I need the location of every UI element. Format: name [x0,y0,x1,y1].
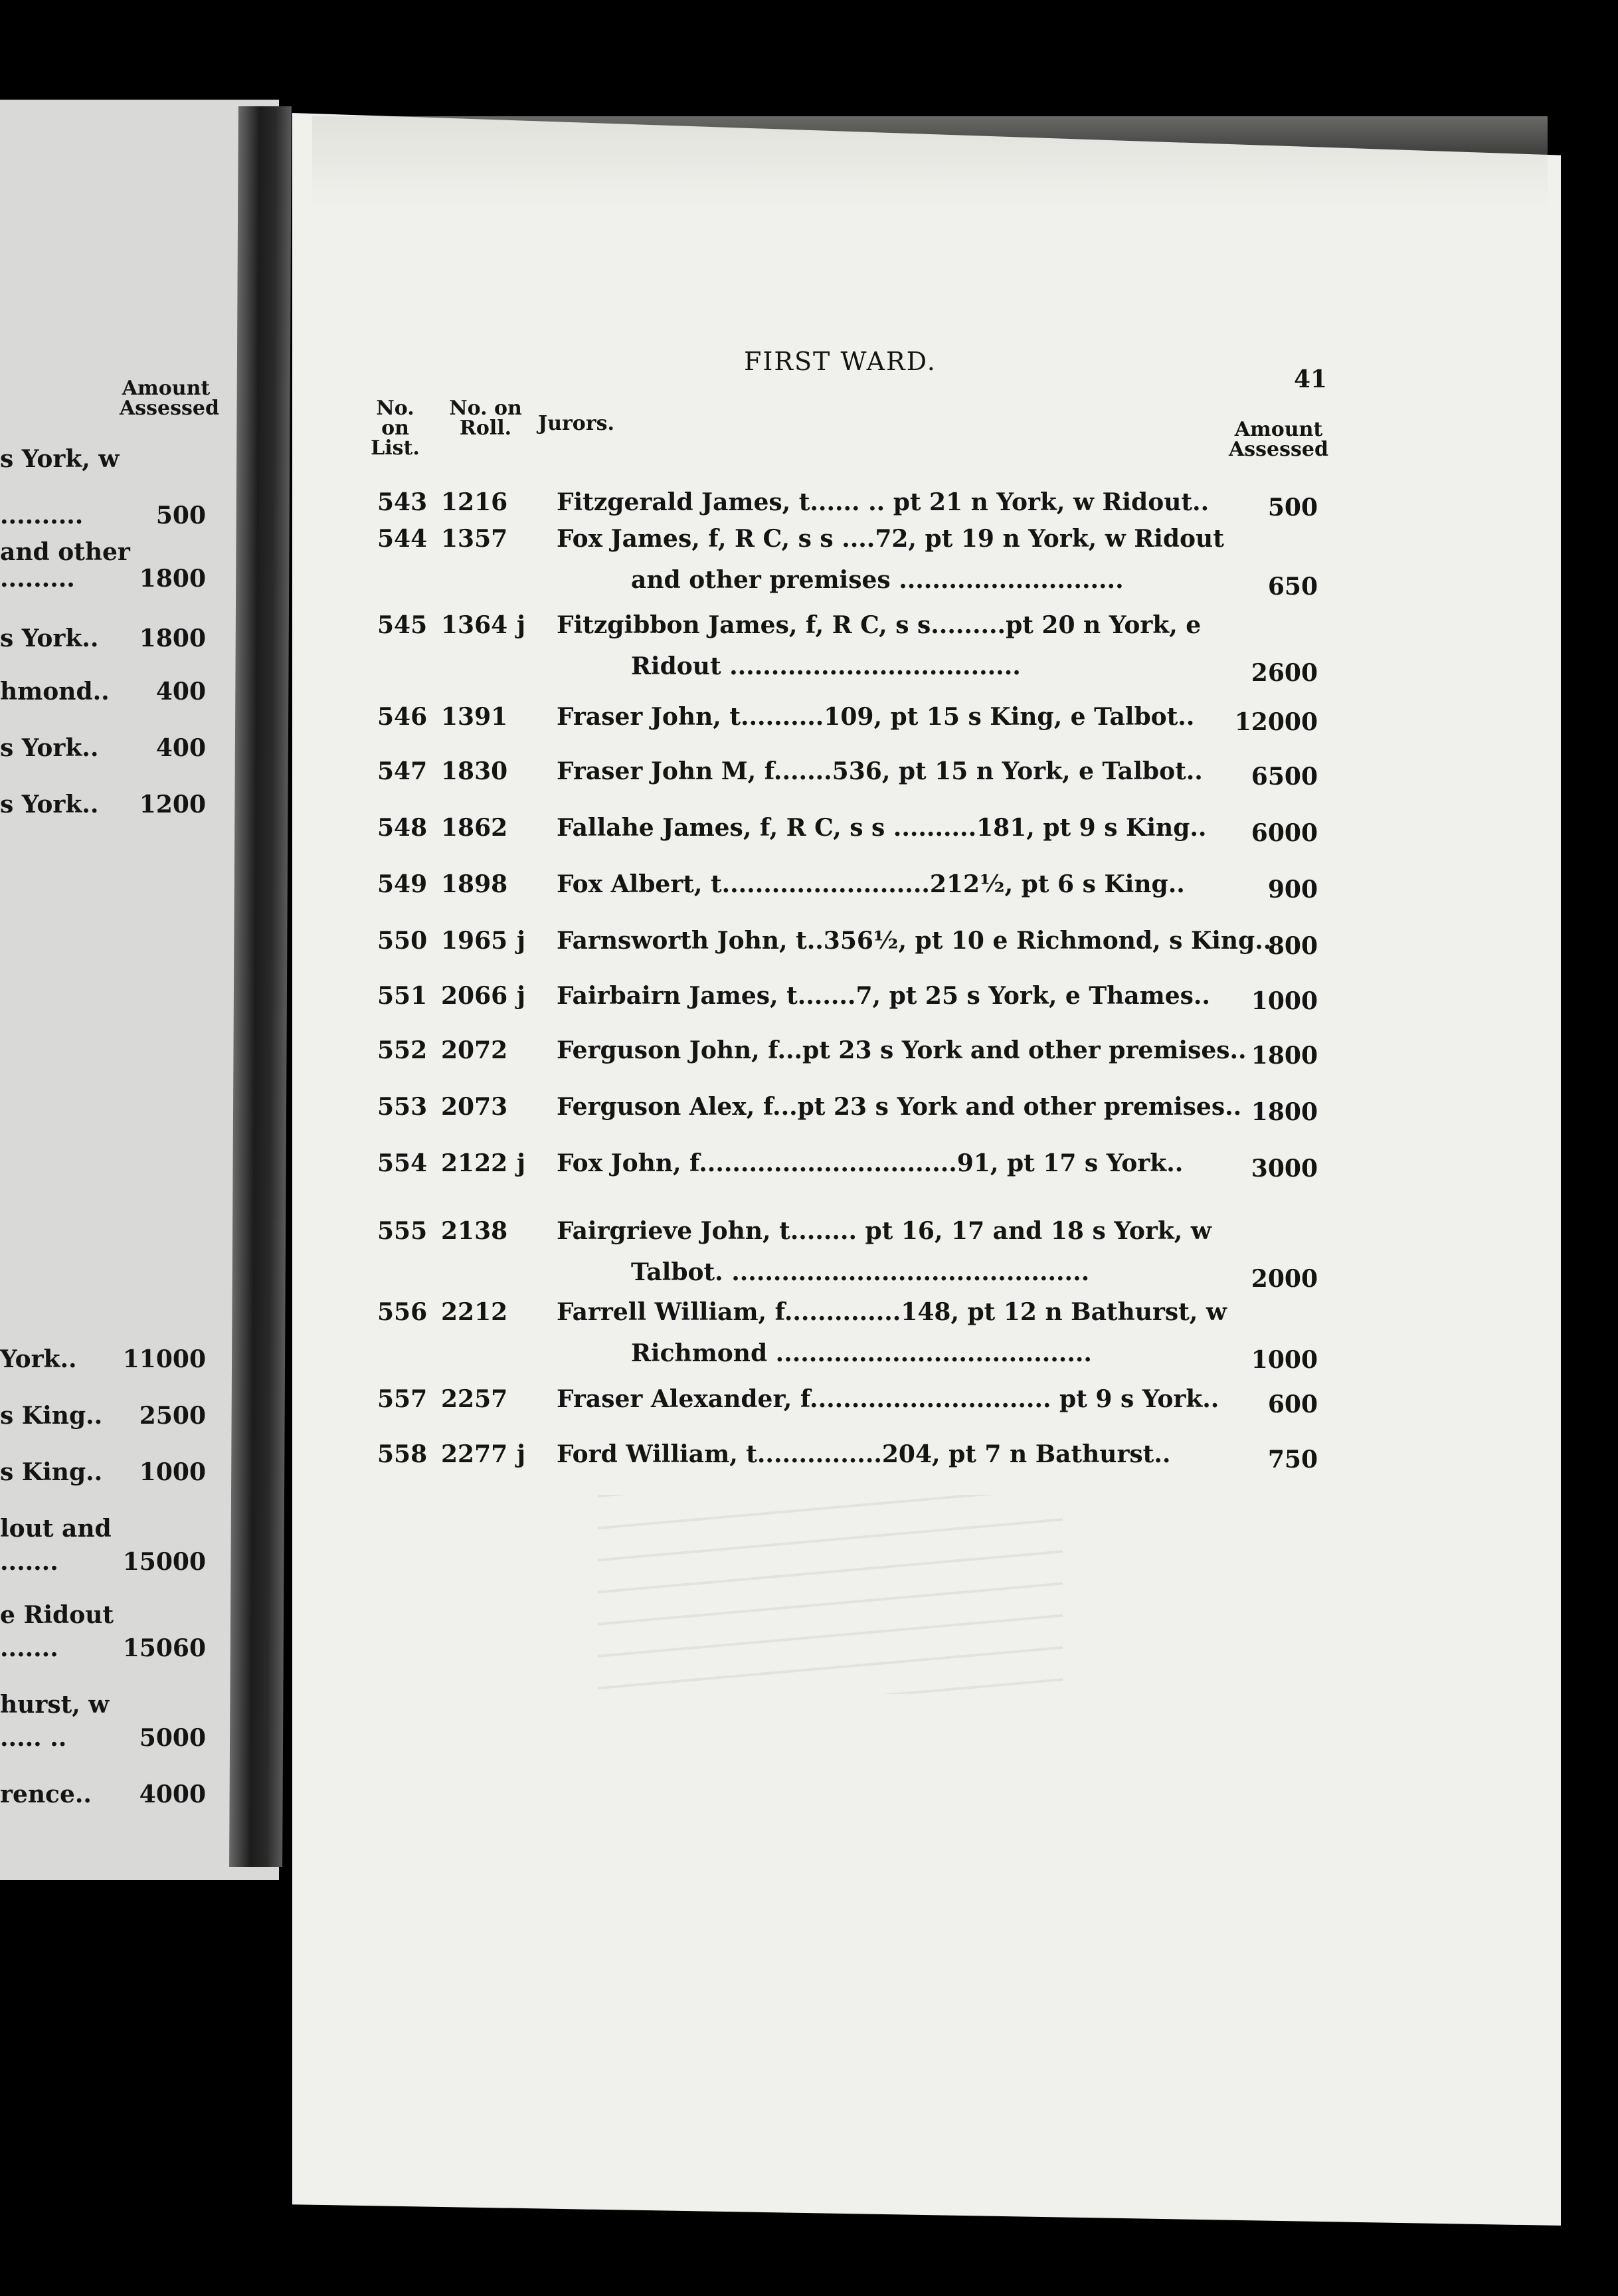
entry-list-number: 552 [377,1036,428,1064]
left-page-row-text: s King.. [0,1402,103,1430]
entry-list-number: 548 [377,814,428,842]
left-page-row-amount: 15060 [122,1634,206,1662]
entry-amount: 2600 [1251,659,1318,687]
entry-roll-number: 2138 [441,1217,508,1245]
entry-description: Fitzgibbon James, f, R C, s s.........pt 20 n York, e [557,611,1202,639]
left-page-row-text: ..... .. [0,1724,67,1752]
entry-description: Fraser John, t..........109, pt 15 s King, e Talbot.. [557,703,1195,731]
juror-entry-row [0,982,1618,1022]
entry-description: Fraser Alexander, f............................. pt 9 s York.. [557,1385,1219,1413]
left-page-row-amount: 400 [155,678,206,706]
entry-juror-mark: j [517,927,526,955]
entry-juror-mark: j [517,1149,526,1177]
header-no-on-roll [449,399,522,438]
left-page-row-text: ....... [0,1634,58,1662]
juror-entry-row [0,488,1618,528]
entry-amount: 1000 [1251,987,1318,1015]
left-page-row-amount: 2500 [139,1402,206,1430]
juror-entry-row [0,1440,1618,1480]
header-no-on-list [365,399,425,458]
entry-description-continued: Ridout ................................... [631,652,1021,680]
entry-roll-number: 2122 [441,1149,508,1177]
entry-roll-number: 1357 [441,525,508,553]
entry-roll-number: 1830 [441,757,508,785]
left-page-row-text: ......... [0,565,75,593]
entry-amount: 600 [1267,1390,1318,1418]
entry-description: Fallahe James, f, R C, s s ..........181, pt 9 s King.. [557,814,1207,842]
header-roll-line1: No. on [449,397,522,420]
left-amount-header-line1: Amount [122,377,211,400]
juror-entry-row [0,611,1618,698]
bleed-through-smudge [598,1495,1063,1694]
header-list-line1: No. on [376,397,414,440]
entry-amount: 3000 [1251,1155,1318,1183]
entry-roll-number: 2073 [441,1093,508,1121]
entry-amount: 12000 [1234,708,1318,736]
header-jurors: Jurors. [538,412,614,435]
entry-amount: 6500 [1251,763,1318,791]
entry-juror-mark: j [517,611,526,639]
entry-list-number: 558 [377,1440,428,1468]
left-page-row-text: .......... [0,502,84,529]
entry-juror-mark: j [517,1440,526,1468]
left-page-row-amount: 500 [155,502,206,529]
entry-description: Fairbairn James, t.......7, pt 25 s York, e Thames.. [557,982,1210,1010]
juror-entry-row [0,870,1618,910]
entry-description: Ford William, t...............204, pt 7 n Bathurst.. [557,1440,1171,1468]
entry-roll-number: 2066 [441,982,508,1010]
header-list-line2: List. [371,436,420,460]
entry-roll-number: 2072 [441,1036,508,1064]
entry-list-number: 555 [377,1217,428,1245]
juror-entry-row [0,1385,1618,1425]
entry-list-number: 547 [377,757,428,785]
left-amount-header-line2: Assessed [120,397,219,420]
left-page-row-text: ....... [0,1548,58,1576]
entry-description: Fairgrieve John, t........ pt 16, 17 and 18 s York, w [557,1217,1212,1245]
entry-amount: 500 [1267,494,1318,522]
entry-list-number: 551 [377,982,428,1010]
juror-entry-row [0,1149,1618,1189]
left-page-row-amount: 1800 [139,624,206,652]
page-bleed-through [312,116,1548,209]
entry-roll-number: 1965 [441,927,508,955]
left-page-row-text: s York.. [0,734,99,762]
left-page-row-text: hurst, w [0,1691,110,1719]
entry-amount: 650 [1267,573,1318,601]
page-number: 41 [1294,365,1328,393]
left-page-row-text: rence.. [0,1780,92,1808]
entry-description-continued: and other premises ........................... [631,566,1124,594]
entry-list-number: 556 [377,1298,428,1326]
entry-list-number: 554 [377,1149,428,1177]
left-page-row-amount: 15000 [122,1548,206,1576]
entry-amount: 800 [1267,932,1318,960]
left-page-row-text: York.. [0,1345,77,1373]
left-page-row-text: and other [0,538,130,566]
entry-description: Fitzgerald James, t...... .. pt 21 n York, w Ridout.. [557,488,1210,516]
entry-list-number: 543 [377,488,428,516]
entry-amount: 1800 [1251,1098,1318,1126]
entry-amount: 2000 [1251,1265,1318,1293]
left-page-row-text: s York.. [0,624,99,652]
left-page-row-amount: 1800 [139,565,206,593]
entry-description: Farrell William, f..............148, pt 12 n Bathurst, w [557,1298,1227,1326]
entry-roll-number: 1216 [441,488,508,516]
juror-entry-row [0,814,1618,854]
entry-list-number: 544 [377,525,428,553]
juror-entry-row [0,757,1618,797]
entry-description: Fox James, f, R C, s s ....72, pt 19 n York, w Ridout [557,525,1224,553]
header-amount-line2: Assessed [1229,438,1328,461]
entry-list-number: 549 [377,870,428,898]
juror-entry-row [0,1036,1618,1076]
entry-amount: 900 [1267,876,1318,904]
entry-roll-number: 1364 [441,611,508,639]
juror-entry-row [0,1298,1618,1385]
left-page-row-text: hmond.. [0,678,110,706]
left-page-row-amount: 1200 [139,791,206,818]
entry-description: Ferguson John, f...pt 23 s York and other premises.. [557,1036,1247,1064]
left-page-row-text: s York.. [0,791,99,818]
left-page-row-amount: 11000 [122,1345,206,1373]
entry-roll-number: 1391 [441,703,508,731]
entry-description: Fox Albert, t.........................212½, pt 6 s King.. [557,870,1185,898]
entry-amount: 6000 [1251,819,1318,847]
entry-amount: 1000 [1251,1346,1318,1374]
page-title: FIRST WARD. [744,347,937,376]
entry-description: Ferguson Alex, f...pt 23 s York and other premises.. [557,1093,1242,1121]
juror-entry-row [0,703,1618,743]
entry-juror-mark: j [517,982,526,1010]
header-amount-line1: Amount [1234,418,1323,441]
entry-description: Farnsworth John, t..356½, pt 10 e Richmond, s King.. [557,927,1272,955]
left-page-row-text: s York, w [0,445,120,473]
entry-roll-number: 2277 [441,1440,508,1468]
header-amount-assessed [1229,420,1328,460]
entry-roll-number: 2212 [441,1298,508,1326]
entry-description-continued: Talbot. ........................................... [631,1258,1090,1286]
entry-list-number: 546 [377,703,428,731]
entry-description: Fraser John M, f.......536, pt 15 n York, e Talbot.. [557,757,1203,785]
entry-amount: 750 [1267,1446,1318,1474]
entry-roll-number: 2257 [441,1385,508,1413]
entry-description: Fox John, f...............................91, pt 17 s York.. [557,1149,1184,1177]
left-amount-header [120,377,219,420]
left-page-row-amount: 5000 [139,1724,206,1752]
entry-list-number: 545 [377,611,428,639]
juror-entry-row [0,1217,1618,1303]
juror-entry-row [0,525,1618,611]
left-page-row-text: lout and [0,1515,112,1543]
juror-entry-row [0,927,1618,967]
left-page-row-text: e Ridout [0,1601,114,1629]
entry-list-number: 553 [377,1093,428,1121]
left-page-row-text: s King.. [0,1458,103,1486]
entry-list-number: 550 [377,927,428,955]
entry-amount: 1800 [1251,1042,1318,1070]
entry-roll-number: 1862 [441,814,508,842]
entry-description-continued: Richmond ...................................... [631,1339,1092,1367]
entry-list-number: 557 [377,1385,428,1413]
juror-entry-row [0,1093,1618,1133]
left-page-row-amount: 400 [155,734,206,762]
header-roll-line2: Roll. [459,417,512,440]
left-page-row-amount: 1000 [139,1458,206,1486]
left-page-row-amount: 4000 [139,1780,206,1808]
entry-roll-number: 1898 [441,870,508,898]
